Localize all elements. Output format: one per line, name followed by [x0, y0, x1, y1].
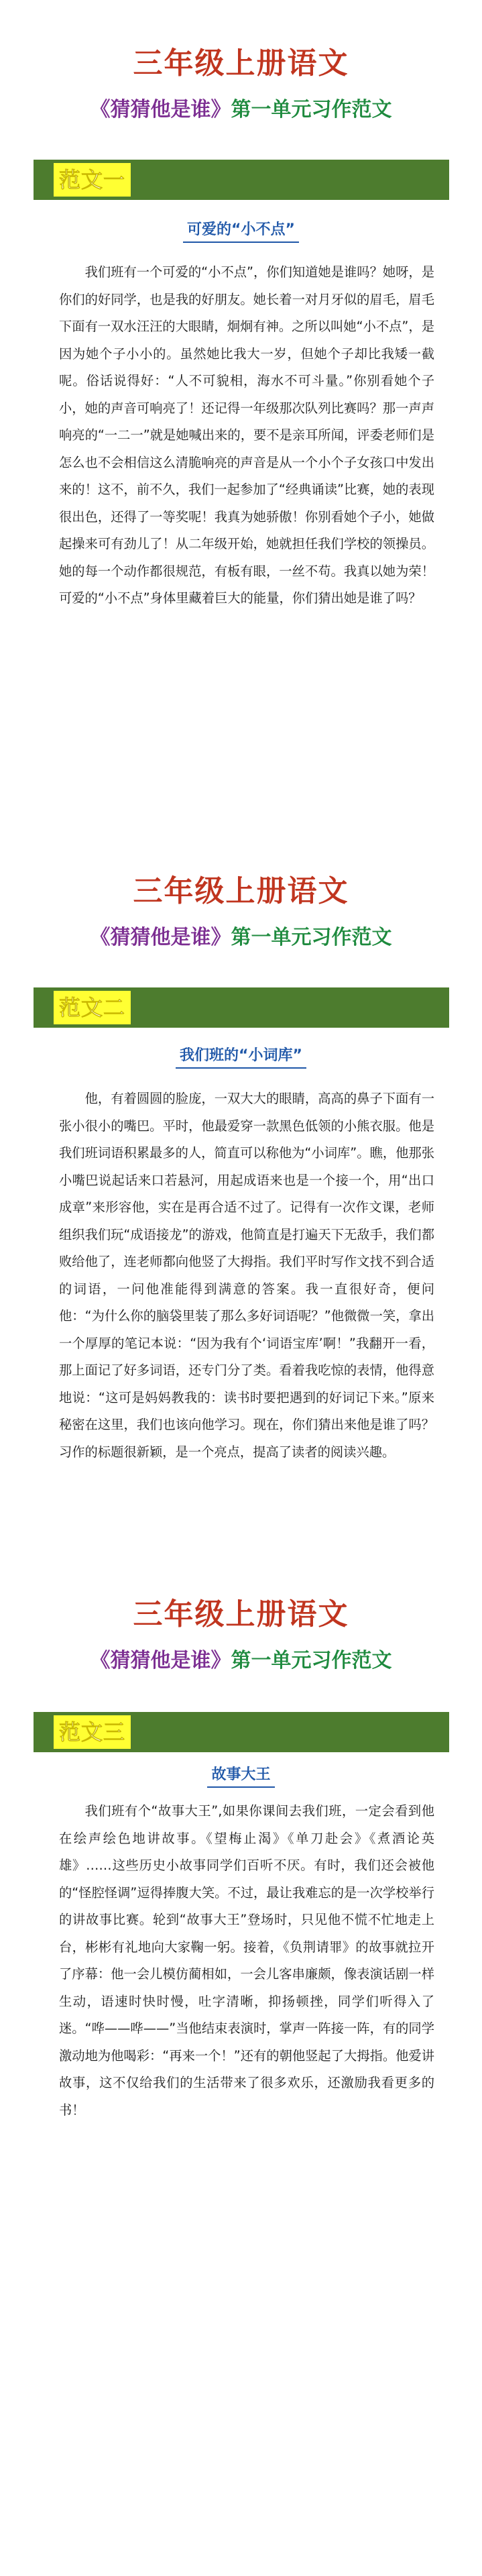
essay-title — [0, 218, 482, 243]
essay-section-2 — [0, 792, 482, 1516]
section-bar — [34, 160, 449, 200]
page-title: 三年级上册语文 — [133, 46, 349, 80]
unit-title: 第一单元习作范文 — [231, 1649, 392, 1672]
essay-title — [0, 1763, 482, 1788]
section-label: 范文二 — [54, 991, 131, 1024]
unit-subtitle — [0, 93, 482, 122]
unit-subtitle — [0, 920, 482, 950]
page-title: 三年级上册语文 — [133, 874, 349, 908]
essay-body: 他，有着圆圆的脸庞，一双大大的眼睛，高高的鼻子下面有一张小很小的嘴巴。平时，他最爱穿一款黑色低领的小熊衣服。他是我们班词语积累最多的人，简直可以称他为“小词库”。瞧，他那张小嘴巴说起话来口若悬河，用起成语来也是一个接一个，用“出口成章”来形容他，实在是再合适不过了。记得有一次作文课，老师组织我们玩“成语接龙”的游戏，他简直是打遍天下无敌手，我们都败给他了，连老师都向他竖了大拇指。我们平时写作文找不到合适的词语，一问他准能得到满意的答案。我一直很好奇，便问他：“为什么你的脑袋里装了那么多好词语呢？”他微微一笑，拿出一个厚厚的笔记本说：“因为我有个‘词语宝库’啊！”我翻开一看，那上面记了好多词语，还专门分了类。看着我吃惊的表情，他得意地说：“这可是妈妈教我的：读书时要把遇到的好词记下来。”原来秘密在这里，我们也该向他学习。现在，你们猜出来他是谁了吗？习作的标题很新颖，是一个亮点，提高了读者的阅读兴趣。 — [59, 1091, 434, 1460]
unit-subtitle — [0, 1644, 482, 1673]
essay-section-1 — [0, 0, 482, 792]
unit-title: 第一单元习作范文 — [231, 98, 392, 121]
unit-title: 第一单元习作范文 — [231, 926, 392, 949]
page-title: 三年级上册语文 — [133, 1597, 349, 1631]
essay-body: 我们班有个“故事大王”,如果你课间去我们班，一定会看到他在绘声绘色地讲故事。《望梅止渴》《单刀赴会》《煮酒论英雄》……这些历史小故事同学们百听不厌。有时，我们还会被他的“怪腔怪调”逗得捧腹大笑。不过，最让我难忘的是一次学校举行的讲故事比赛。轮到“故事大王”登场时，只见他不慌不忙地走上台，彬彬有礼地向大家鞠一躬。接着，《负荆请罪》的故事就拉开了序幕：他一会儿模仿蔺相如，一会儿客串廉颇，像表演话剧一样生动，语速时快时慢，吐字清晰，抑扬顿挫，同学们听得入了迷。“哗——哗——”当他结束表演时，掌声一阵接一阵，有的同学激动地为他喝彩：“再来一个！”还有的朝他竖起了大拇指。他爱讲故事，这不仅给我们的生活带来了很多欢乐，还激励我看更多的书！ — [59, 1803, 434, 2118]
section-label: 范文一 — [54, 163, 131, 197]
essay-title — [0, 1044, 482, 1069]
book-title: 《猜猜他是谁》 — [90, 926, 231, 949]
essay-body: 我们班有一个可爱的“小不点”，你们知道她是谁吗？她呀，是你们的好同学，也是我的好朋友。她长着一对月牙似的眉毛，眉毛下面有一双水汪汪的大眼睛，炯炯有神。之所以叫她“小不点”，是因为她个子小小的。虽然她比我大一岁，但她个子却比我矮一截呢。俗话说得好：“人不可貌相，海水不可斗量。”你别看她个子小，她的声音可响亮了！还记得一年级那次队列比赛吗？那一声声响亮的“一二一”就是她喊出来的，要不是亲耳所闻，评委老师们是怎么也不会相信这么清脆响亮的声音是从一个小个子女孩口中发出来的！这不，前不久，我们一起参加了“经典诵读”比赛，她的表现很出色，还得了一等奖呢！我真为她骄傲！你别看她个子小，她做起操来可有劲儿了！从二年级开始，她就担任我们学校的领操员。她的每一个动作都很规范，有板有眼，一丝不苟。我真以她为荣！可爱的“小不点”身体里藏着巨大的能量，你们猜出她是谁了吗？ — [59, 264, 434, 606]
essay-title-text: 我们班的“小词库” — [176, 1044, 306, 1069]
essay-title-text: 故事大王 — [207, 1763, 274, 1788]
section-label: 范文三 — [54, 1715, 131, 1749]
section-bar — [34, 1712, 449, 1752]
essay-section-3 — [0, 1516, 482, 2576]
book-title: 《猜猜他是谁》 — [90, 98, 231, 121]
essay-title-text: 可爱的“小不点” — [183, 218, 299, 243]
book-title: 《猜猜他是谁》 — [90, 1649, 231, 1672]
section-bar — [34, 987, 449, 1028]
